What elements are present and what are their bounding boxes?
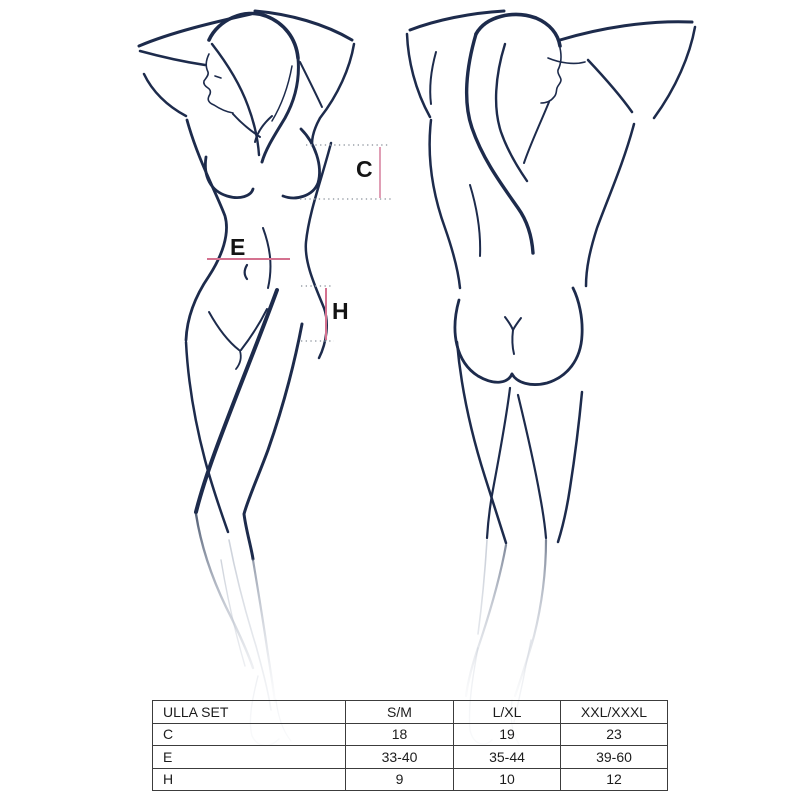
size-column-lxl: L/XL: [454, 701, 561, 724]
value-e-xxl: 39-60: [561, 746, 668, 769]
waist-measure-label: E: [230, 234, 246, 260]
front-figure-illustration: [139, 11, 354, 745]
product-name-cell: ULLA SET: [153, 701, 346, 724]
table-row-waist: [153, 746, 668, 769]
bust-measure-label: C: [356, 156, 373, 182]
table-row-bust: [153, 723, 668, 746]
size-column-xxl: XXL/XXXL: [561, 701, 668, 724]
value-e-lxl: 35-44: [454, 746, 561, 769]
value-c-lxl: 19: [454, 723, 561, 746]
value-e-sm: 33-40: [346, 746, 454, 769]
size-table-header-row: [153, 701, 668, 724]
hip-measure-label: H: [332, 298, 349, 324]
value-h-lxl: 10: [454, 768, 561, 791]
value-h-sm: 9: [346, 768, 454, 791]
row-label-c: C: [153, 723, 346, 746]
value-h-xxl: 12: [561, 768, 668, 791]
back-figure-illustration: [407, 11, 695, 744]
value-c-sm: 18: [346, 723, 454, 746]
row-label-e: E: [153, 746, 346, 769]
size-column-sm: S/M: [346, 701, 454, 724]
size-table: [152, 700, 668, 791]
table-row-hip: [153, 768, 668, 791]
row-label-h: H: [153, 768, 346, 791]
value-c-xxl: 23: [561, 723, 668, 746]
